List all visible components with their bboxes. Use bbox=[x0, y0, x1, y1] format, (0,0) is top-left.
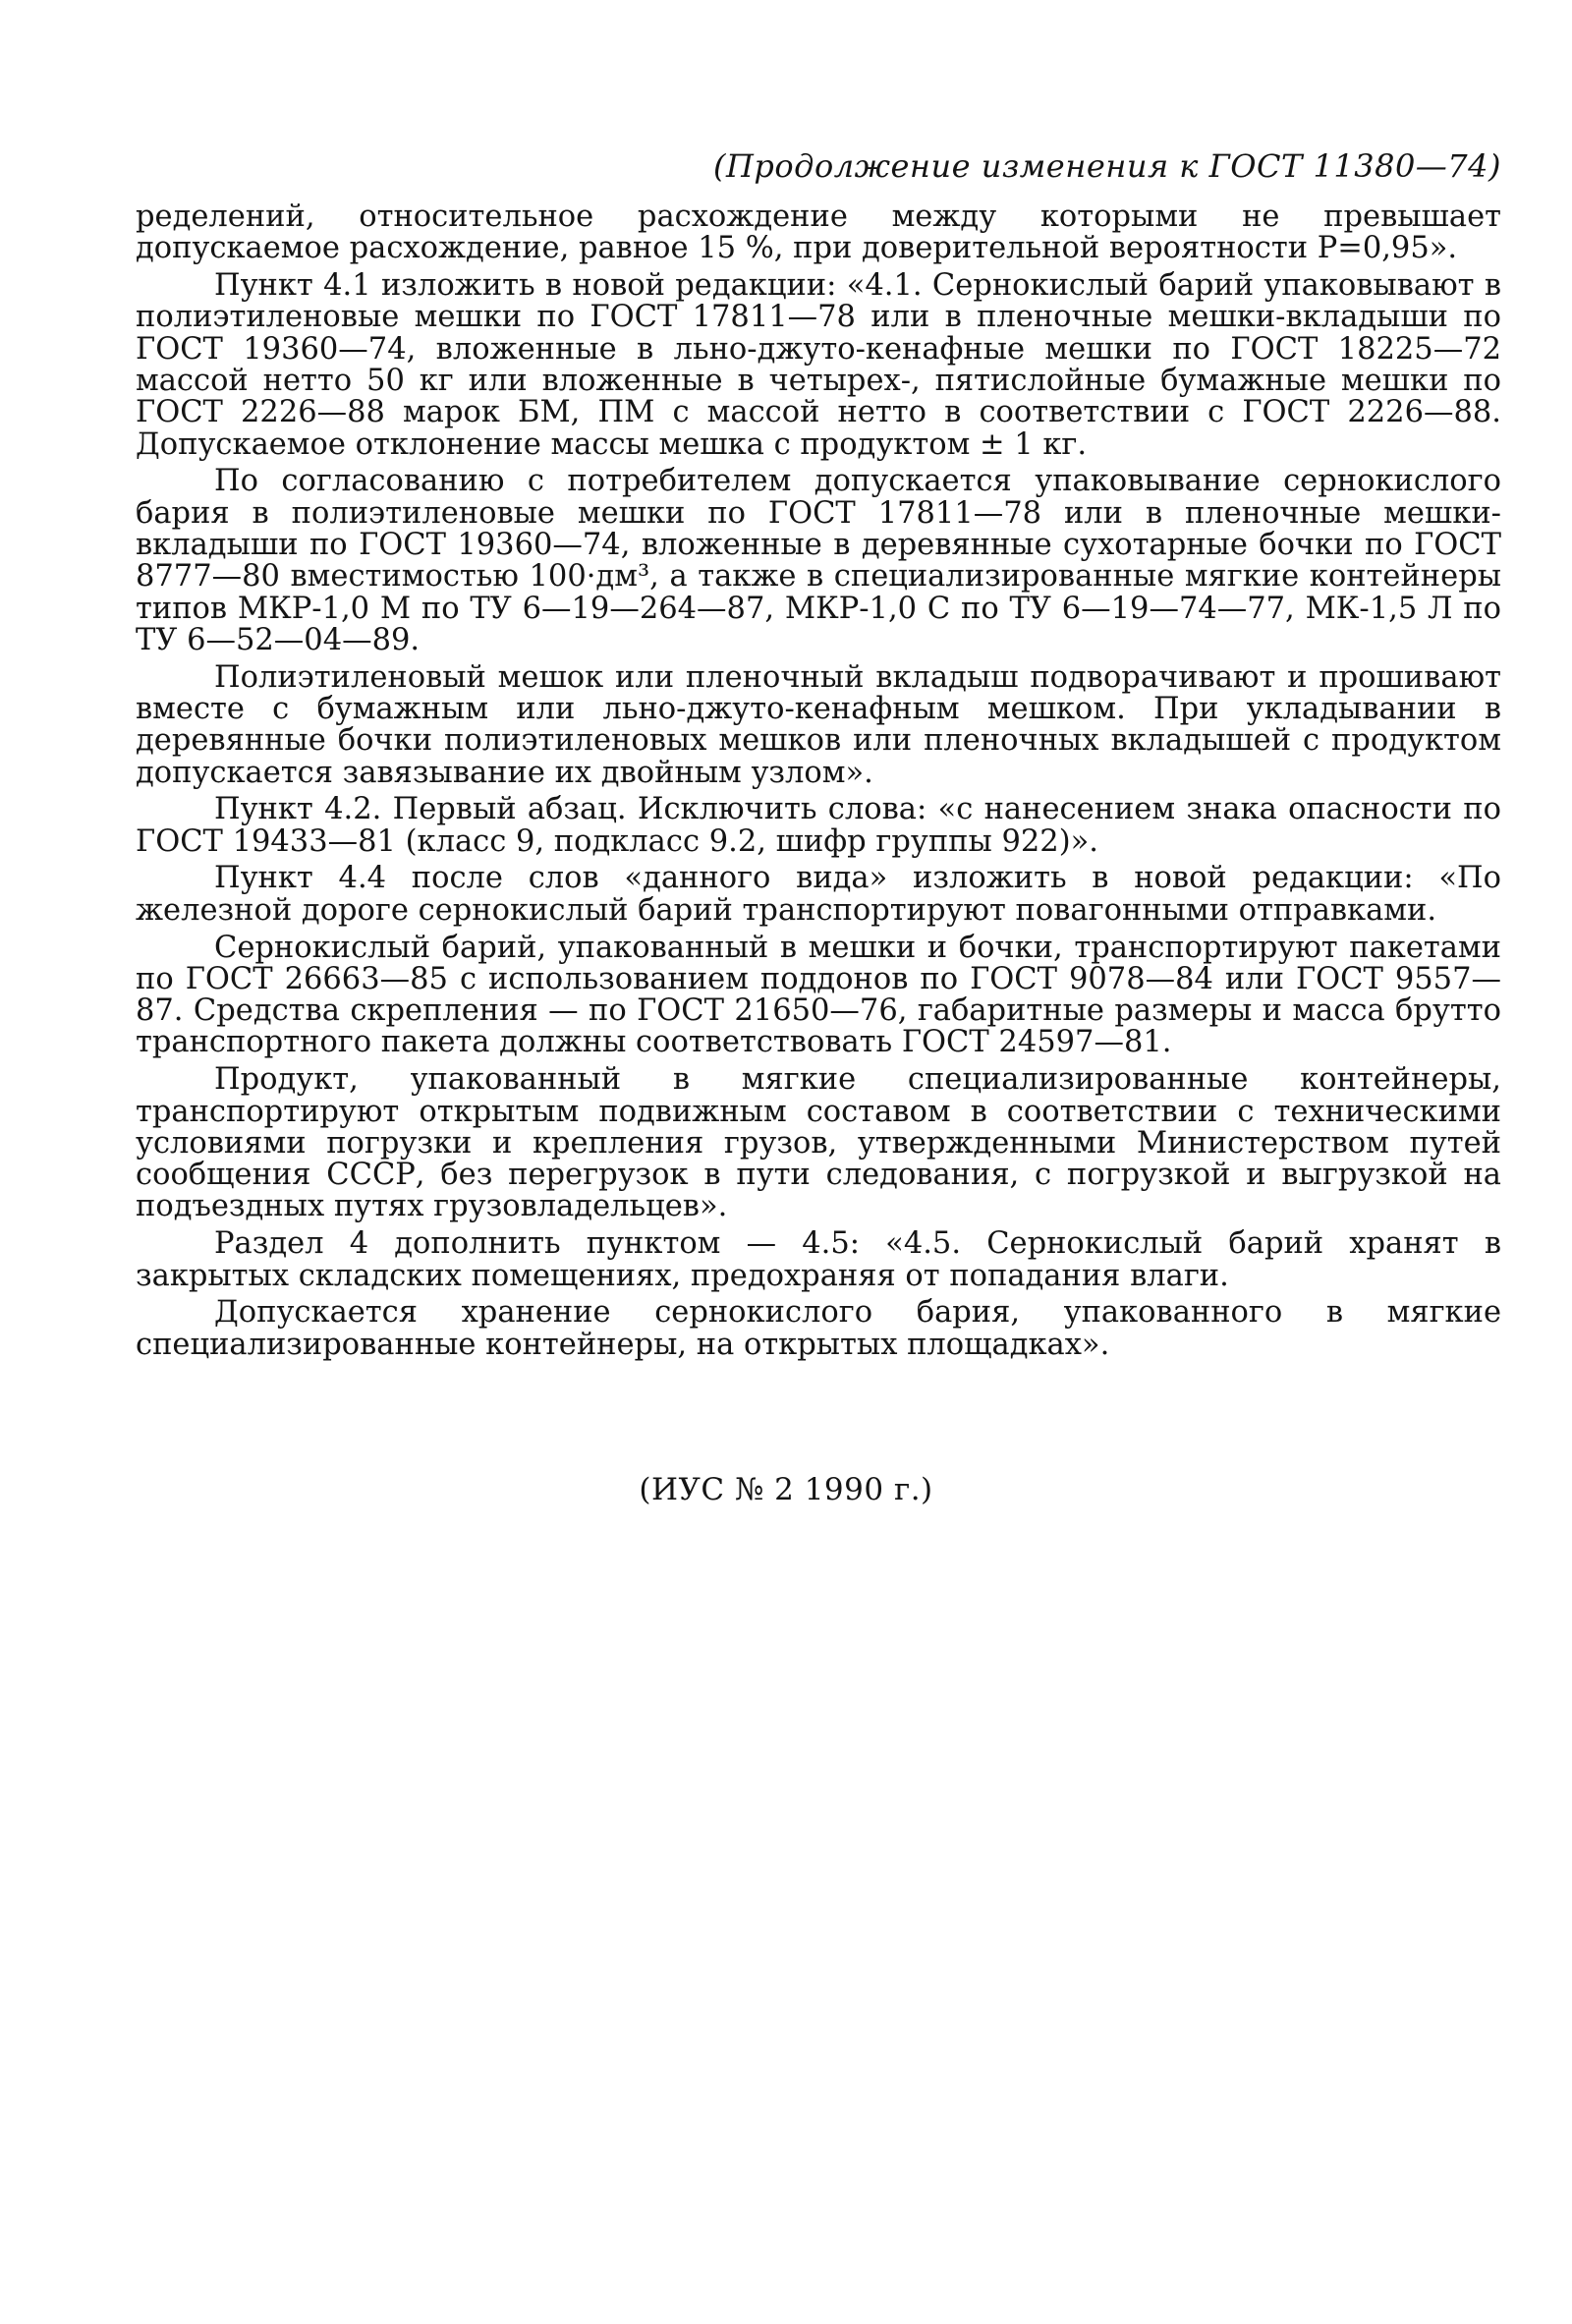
paragraph-4: Полиэтиленовый мешок или пленочный вкладыш подворачивают и прошивают вместе с бумажным или льно-джуто-кенафным мешком. При укладывании в деревянные бочки полиэтиленовых мешков или пленочных вкладышей с продуктом допускается завязывание их двойным узлом». bbox=[136, 659, 1501, 790]
running-header: (Продолжение изменения к ГОСТ 11380—74) bbox=[713, 147, 1501, 185]
paragraph-3: По согласованию с потребителем допускается упаковывание сернокислого бария в полиэтиленовые мешки по ГОСТ 17811—78 или в пленочные мешки-вкладыши по ГОСТ 19360—74, вложенные в деревянные сухотарные бочки по ГОСТ 8777—80 вместимостью 100·дм³, а также в специализированные мягкие контейнеры типов МКР-1,0 М по ТУ 6—19—264—87, МКР-1,0 С по ТУ 6—19—74—77, МК-1,5 Л по ТУ 6—52—04—89. bbox=[136, 464, 1501, 657]
paragraph-10: Допускается хранение сернокислого бария, упакованного в мягкие специализированные контейнеры, на открытых площадках». bbox=[136, 1295, 1501, 1362]
paragraph-7: Сернокислый барий, упакованный в мешки и бочки, транспортируют пакетами по ГОСТ 26663—85 с использованием поддонов по ГОСТ 9078—84 или ГОСТ 9557—87. Средства скрепления — по ГОСТ 21650—76, габаритные размеры и масса брутто транспортного пакета должны соответствовать ГОСТ 24597—81. bbox=[136, 930, 1501, 1060]
paragraph-5: Пункт 4.2. Первый абзац. Исключить слова: «с нанесением знака опасности по ГОСТ 19433—81 (класс 9, подкласс 9.2, шифр группы 922)». bbox=[136, 792, 1501, 859]
paragraph-8: Продукт, упакованный в мягкие специализированные контейнеры, транспортируют открытым подвижным составом в соответствии с техническими условиями погрузки и крепления грузов, утвержденными Министерством путей сообщения СССР, без перегрузок в пути следования, с погрузкой и выгрузкой на подъездных путях грузовладельцев». bbox=[136, 1062, 1501, 1224]
document-body bbox=[136, 201, 1501, 1366]
paragraph-2: Пункт 4.1 изложить в новой редакции: «4.1. Сернокислый барий упаковывают в полиэтиленовые мешки по ГОСТ 17811—78 или в пленочные мешки-вкладыши по ГОСТ 19360—74, вложенные в льно-джуто-кенафные мешки по ГОСТ 18225—72 массой нетто 50 кг или вложенные в четырех-, пятислойные бумажные мешки по ГОСТ 2226—88 марок БМ, ПМ с массой нетто в соответствии с ГОСТ 2226—88. Допускаемое отклонение массы мешка с продуктом ± 1 кг. bbox=[136, 268, 1501, 462]
paragraph-1: ределений, относительное расхождение между которыми не превышает допускаемое расхождение, равное 15 %, при доверительной вероятности P=0,95». bbox=[136, 199, 1501, 266]
paragraph-6: Пункт 4.4 после слов «данного вида» изложить в новой редакции: «По железной дороге сернокислый барий транспортируют повагонными отправками. bbox=[136, 861, 1501, 928]
paragraph-9: Раздел 4 дополнить пунктом — 4.5: «4.5. Сернокислый барий хранят в закрытых складских помещениях, предохраняя от попадания влаги. bbox=[136, 1226, 1501, 1293]
source-reference: (ИУС № 2 1990 г.) bbox=[639, 1472, 933, 1507]
